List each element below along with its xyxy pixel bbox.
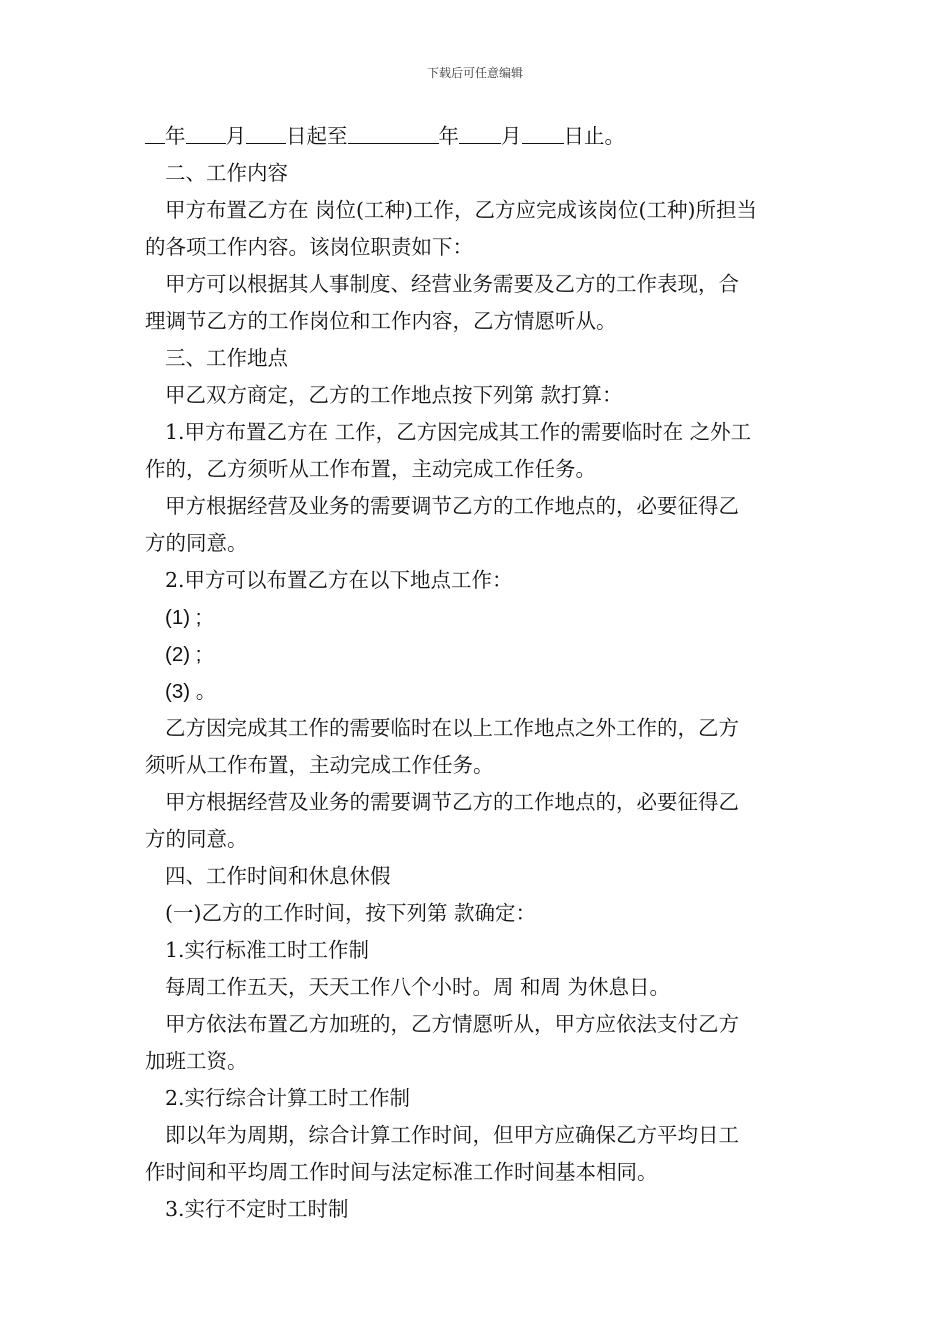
text-day-from-to: 日起至 bbox=[286, 124, 348, 148]
paragraph-line: 每周工作五天，天天工作八个小时。周 和周 为休息日。 bbox=[165, 975, 671, 999]
paragraph-line: 1.甲方布置乙方在 工作，乙方因完成其工作的需要临时在 之外工 bbox=[165, 420, 752, 444]
text-year: 年 bbox=[165, 124, 186, 148]
section-heading-work-hours: 四、工作时间和休息休假 bbox=[165, 864, 391, 888]
document-body bbox=[145, 118, 810, 1228]
paragraph-line: 须听从工作布置，主动完成工作任务。 bbox=[145, 753, 494, 777]
subheading-comprehensive-hours: 2.实行综合计算工时工作制 bbox=[165, 1086, 411, 1110]
blank-day-end[interactable] bbox=[522, 121, 564, 144]
paragraph-line: 理调节乙方的工作岗位和工作内容，乙方情愿听从。 bbox=[145, 309, 617, 333]
date-range-line bbox=[145, 118, 810, 155]
subheading-flexible-hours: 3.实行不定时工时制 bbox=[165, 1197, 349, 1221]
paragraph-line: 乙方因完成其工作的需要临时在以上工作地点之外工作的，乙方 bbox=[165, 716, 739, 740]
blank-month-start[interactable] bbox=[186, 121, 226, 144]
paragraph-line: 作的，乙方须听从工作布置，主动完成工作任务。 bbox=[145, 457, 596, 481]
section-heading-work-content: 二、工作内容 bbox=[165, 161, 288, 185]
blank-month-end[interactable] bbox=[459, 121, 501, 144]
paragraph-line: 甲方布置乙方在 岗位(工种)工作，乙方应完成该岗位(工种)所担当 bbox=[165, 198, 758, 222]
blank-day-start[interactable] bbox=[246, 121, 286, 144]
subheading-standard-hours: 1.实行标准工时工作制 bbox=[165, 938, 370, 962]
paragraph-line: 甲方依法布置乙方加班的，乙方情愿听从，甲方应依法支付乙方 bbox=[165, 1012, 739, 1036]
list-item: (3) 。 bbox=[165, 680, 217, 703]
paragraph-line: 方的同意。 bbox=[145, 827, 248, 851]
paragraph-line: 2.甲方可以布置乙方在以下地点工作： bbox=[165, 568, 513, 592]
text-month-end: 月 bbox=[501, 124, 522, 148]
paragraph-line: 加班工资。 bbox=[145, 1049, 248, 1073]
paragraph-line: 甲乙双方商定，乙方的工作地点按下列第 款打算： bbox=[165, 383, 623, 407]
paragraph-line: 作时间和平均周工作时间与法定标准工作时间基本相同。 bbox=[145, 1160, 658, 1184]
blank-year-end[interactable] bbox=[348, 121, 439, 144]
section-heading-work-location: 三、工作地点 bbox=[165, 346, 288, 370]
page-header-note: 下载后可任意编辑 bbox=[426, 66, 523, 80]
blank-year-start[interactable] bbox=[145, 121, 165, 144]
paragraph-line: 甲方可以根据其人事制度、经营业务需要及乙方的工作表现，合 bbox=[165, 272, 739, 296]
paragraph-line: (一)乙方的工作时间，按下列第 款确定： bbox=[165, 901, 537, 925]
text-month: 月 bbox=[225, 124, 246, 148]
text-year-end: 年 bbox=[438, 124, 459, 148]
list-item: (1) ; bbox=[165, 606, 202, 629]
paragraph-line: 的各项工作内容。该岗位职责如下： bbox=[145, 235, 473, 259]
paragraph-line: 甲方根据经营及业务的需要调节乙方的工作地点的，必要征得乙 bbox=[165, 494, 739, 518]
paragraph-line: 甲方根据经营及业务的需要调节乙方的工作地点的，必要征得乙 bbox=[165, 790, 739, 814]
paragraph-line: 即以年为周期，综合计算工作时间，但甲方应确保乙方平均日工 bbox=[165, 1123, 739, 1147]
list-item: (2) ; bbox=[165, 643, 202, 666]
text-day-end: 日止。 bbox=[563, 124, 625, 148]
paragraph-line: 方的同意。 bbox=[145, 531, 248, 555]
